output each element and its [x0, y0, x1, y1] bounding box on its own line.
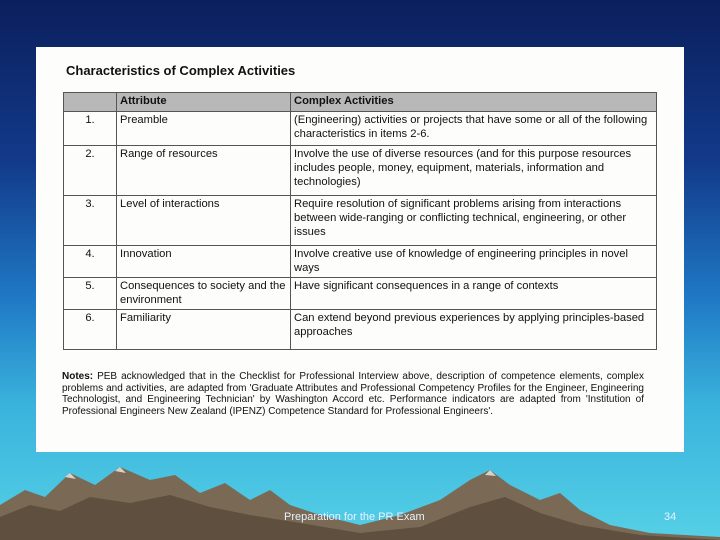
footer-title: Preparation for the PR Exam	[284, 511, 425, 523]
row-attribute: Familiarity	[117, 310, 291, 350]
slide-image-panel	[36, 47, 684, 452]
row-description: Require resolution of significant problems arising from interactions between wide-ranging or conflicting technical, engineering, or other issues	[291, 196, 657, 246]
row-description: Can extend beyond previous experiences by applying principles-based approaches	[291, 310, 657, 350]
row-description: Involve the use of diverse resources (and for this purpose resources includes people, money, equipment, materials, information and technologies)	[291, 146, 657, 196]
table-row	[64, 246, 657, 278]
table-row	[64, 146, 657, 196]
table-header-row	[64, 93, 657, 112]
slide-heading: Characteristics of Complex Activities	[66, 63, 296, 78]
table-row	[64, 112, 657, 146]
row-number: 3.	[64, 196, 117, 246]
table-header-complex-activities: Complex Activities	[291, 93, 657, 112]
table-row	[64, 310, 657, 350]
page-number: 34	[664, 511, 677, 523]
table-header-number	[64, 93, 117, 112]
row-attribute: Innovation	[117, 246, 291, 278]
mountain-range-decoration	[0, 445, 720, 540]
row-attribute: Preamble	[117, 112, 291, 146]
row-number: 4.	[64, 246, 117, 278]
row-description: (Engineering) activities or projects that have some or all of the following characteristics in items 2-6.	[291, 112, 657, 146]
table-row	[64, 196, 657, 246]
complex-activities-table	[63, 92, 657, 350]
table-header-attribute: Attribute	[117, 93, 291, 112]
row-number: 2.	[64, 146, 117, 196]
row-number: 6.	[64, 310, 117, 350]
row-number: 1.	[64, 112, 117, 146]
row-number: 5.	[64, 278, 117, 310]
row-description: Involve creative use of knowledge of engineering principles in novel ways	[291, 246, 657, 278]
notes-label: Notes:	[62, 371, 94, 382]
row-attribute: Range of resources	[117, 146, 291, 196]
row-description: Have significant consequences in a range of contexts	[291, 278, 657, 310]
table-row	[64, 278, 657, 310]
notes-paragraph	[62, 371, 644, 417]
row-attribute: Level of interactions	[117, 196, 291, 246]
row-attribute: Consequences to society and the environment	[117, 278, 291, 310]
notes-text: PEB acknowledged that in the Checklist for Professional Interview above, description of competence elements, complex problems and activities, are adapted from 'Graduate Attributes and Professional Competency Profiles for the Engineer, Engineering Technologist, and Engineering Technician' by Washington Accord etc. Performance indicators are adapted from 'Institution of Professional Engineers New Zealand (IPENZ) Competence Standard for Professional Engineers'.	[62, 371, 644, 417]
